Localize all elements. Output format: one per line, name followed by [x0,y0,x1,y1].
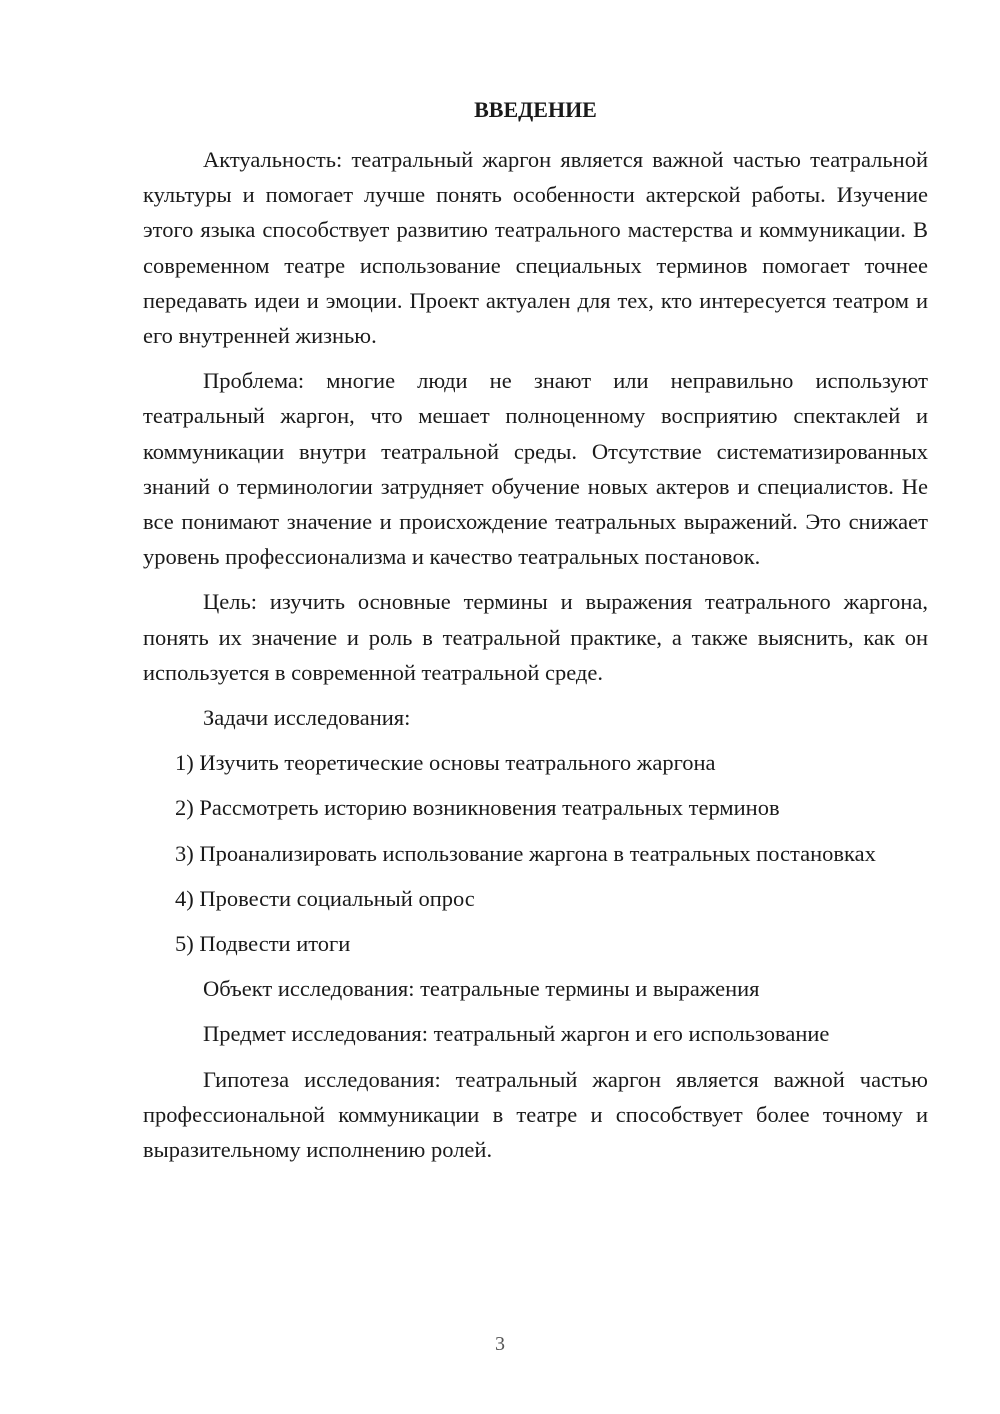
hypothesis-paragraph: Гипотеза исследования: театральный жаргон является важной частью профессиональной коммуникации в театре и способствует более точному и выразительному исполнению ролей. [143,1066,928,1163]
task-item-1: 1) Изучить теоретические основы театрального жаргона [175,750,716,776]
object-paragraph: Объект исследования: театральные термины и выражения [203,976,760,1002]
task-item-4: 4) Провести социальный опрос [175,885,475,911]
subject-paragraph: Предмет исследования: театральный жаргон и его использование [203,1021,830,1047]
task-item-3: 3) Проанализировать использование жаргона в театральных постановках [175,840,876,866]
page-number: 3 [495,1333,505,1355]
problem-paragraph: Проблема: многие люди не знают или неправильно используют театральный жаргон, что мешает полноценному восприятию спектаклей и коммуникации внутри театральной среды. Отсутствие систематизированных знаний о терминологии затрудняет обучение новых актеров и специалистов. Не все понимают значение и происхождение театральных выражений. Это снижает уровень профессионализма и качество театральных постановок. [143,368,928,570]
page-title: ВВЕДЕНИЕ [474,97,597,122]
tasks-heading: Задачи исследования: [203,705,411,731]
relevance-paragraph: Актуальность: театральный жаргон является важной частью театральной культуры и помогает лучше понять особенности актерской работы. Изучение этого языка способствует развитию театрального мастерства и коммуникации. В современном театре использование специальных терминов помогает точнее передавать идеи и эмоции. Проект актуален для тех, кто интересуется театром и его внутренней жизнью. [143,147,928,349]
document-page [143,92,928,1177]
goal-paragraph: Цель: изучить основные термины и выражения театрального жаргона, понять их значение и роль в театральной практике, а также выяснить, как он используется в современной театральной среде. [143,589,928,685]
task-item-2: 2) Рассмотреть историю возникновения театральных терминов [175,795,780,821]
task-item-5: 5) Подвести итоги [175,931,351,957]
